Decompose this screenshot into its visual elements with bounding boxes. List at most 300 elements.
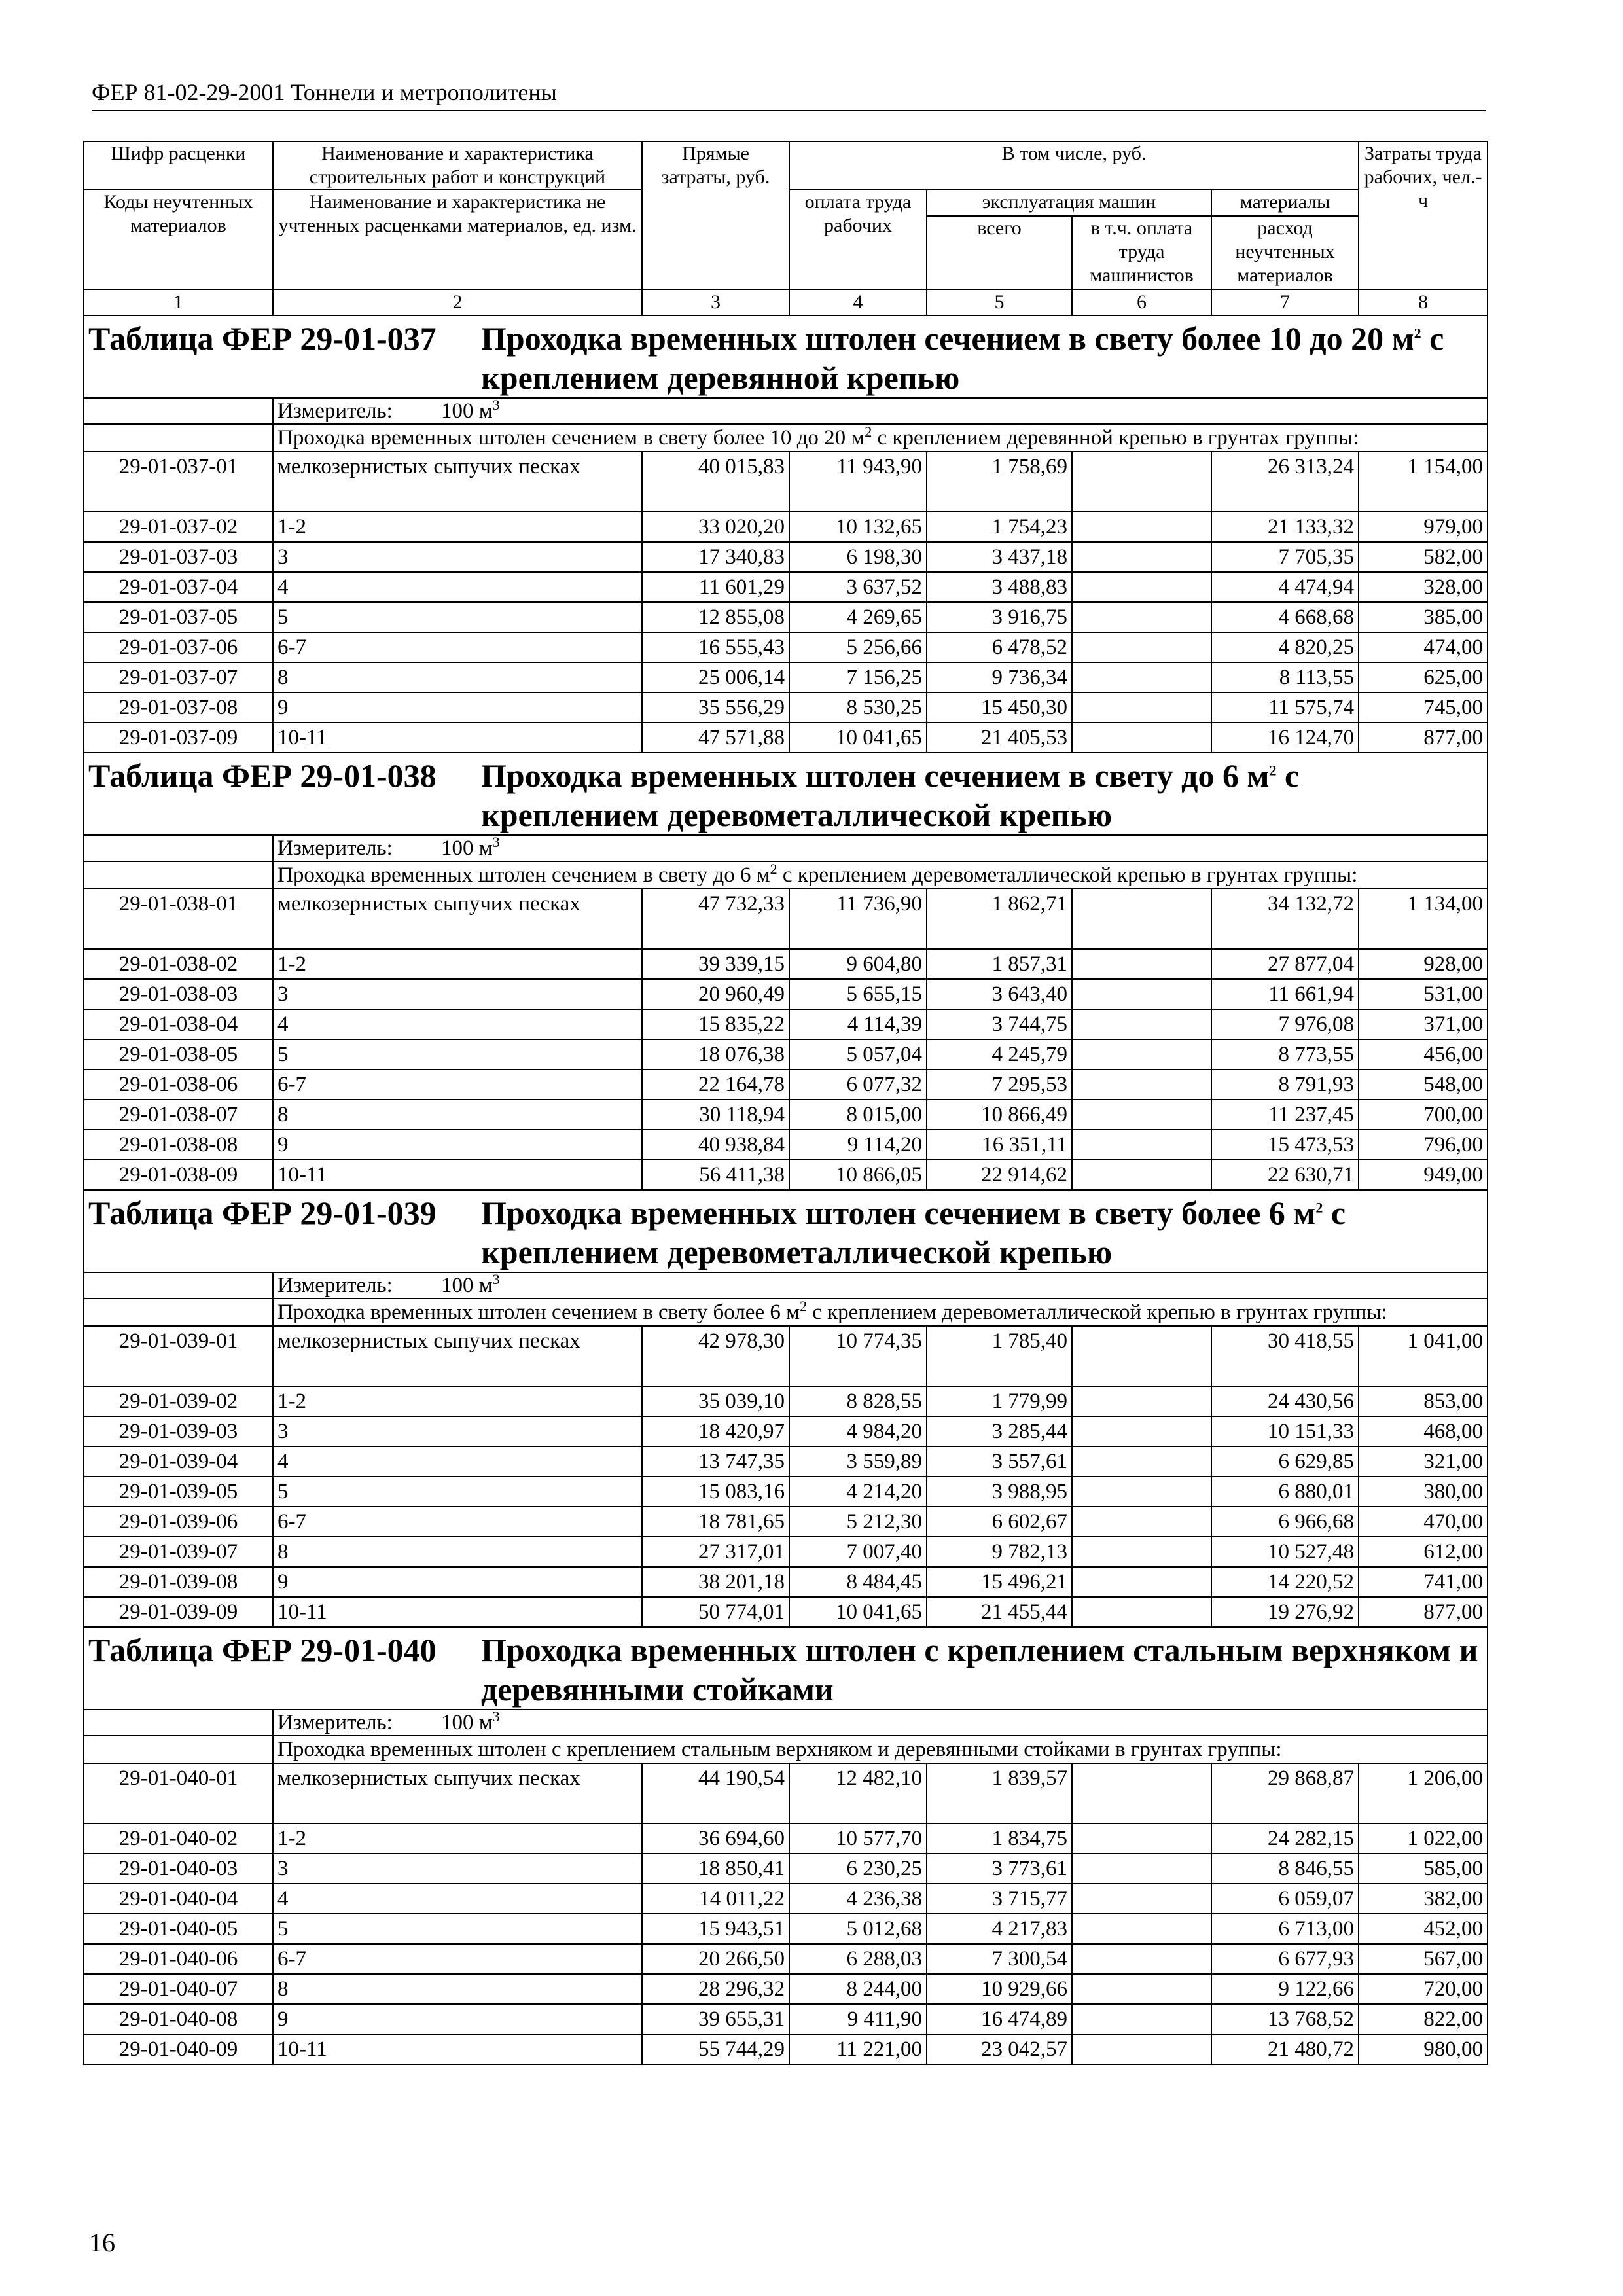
header-unaccounted-codes: Коды неучтенных материалов	[84, 190, 273, 289]
rate-name: 4	[273, 1009, 642, 1039]
rate-code: 29-01-037-01	[84, 452, 273, 512]
column-numbers-row	[84, 289, 1488, 315]
direct-costs: 12 855,08	[642, 602, 789, 632]
section-title-cell	[84, 315, 1488, 398]
header-including: В том числе, руб.	[789, 141, 1359, 190]
direct-costs: 18 850,41	[642, 1854, 789, 1884]
machines-labor	[1072, 1009, 1211, 1039]
header-labor-pay: оплата труда рабочих	[789, 190, 927, 289]
rate-code: 29-01-037-03	[84, 542, 273, 572]
direct-costs: 47 732,33	[642, 889, 789, 949]
description-row	[84, 1736, 1488, 1763]
table-row	[84, 542, 1488, 572]
measure-value: 100 $м^3$	[441, 835, 500, 860]
direct-costs: 22 164,78	[642, 1069, 789, 1100]
table-row	[84, 1974, 1488, 2004]
table-row	[84, 1039, 1488, 1069]
direct-costs: 55 744,29	[642, 2034, 789, 2064]
machines-labor	[1072, 1854, 1211, 1884]
measure-cell	[273, 835, 1488, 861]
description-empty-cell	[84, 424, 273, 452]
rate-code: 29-01-039-06	[84, 1507, 273, 1537]
materials-cost: 30 418,55	[1211, 1326, 1359, 1386]
materials-cost: 11 237,45	[1211, 1100, 1359, 1130]
machines-labor	[1072, 1823, 1211, 1854]
labor-pay: 10 041,65	[789, 1597, 927, 1627]
machines-labor	[1072, 979, 1211, 1009]
materials-cost: 27 877,04	[1211, 949, 1359, 979]
labor-hours: 456,00	[1359, 1039, 1488, 1069]
machines-total: 3 715,77	[927, 1884, 1072, 1914]
labor-hours: 321,00	[1359, 1446, 1488, 1477]
materials-cost: 8 846,55	[1211, 1854, 1359, 1884]
materials-cost: 6 059,07	[1211, 1884, 1359, 1914]
labor-pay: 5 012,68	[789, 1914, 927, 1944]
rate-code: 29-01-040-08	[84, 2004, 273, 2034]
machines-labor	[1072, 512, 1211, 542]
machines-labor	[1072, 602, 1211, 632]
materials-cost: 19 276,92	[1211, 1597, 1359, 1627]
machines-total: 3 437,18	[927, 542, 1072, 572]
labor-pay: 10 577,70	[789, 1823, 927, 1854]
measure-row	[84, 1272, 1488, 1299]
rate-name: 4	[273, 572, 642, 602]
rate-code: 29-01-038-08	[84, 1130, 273, 1160]
machines-total: 7 295,53	[927, 1069, 1072, 1100]
materials-cost: 4 474,94	[1211, 572, 1359, 602]
materials-cost: 16 124,70	[1211, 723, 1359, 753]
table-row	[84, 1477, 1488, 1507]
table-body	[84, 315, 1488, 2064]
materials-cost: 15 473,53	[1211, 1130, 1359, 1160]
measure-value: 100 $м^3$	[441, 398, 500, 423]
machines-labor	[1072, 949, 1211, 979]
labor-pay: 7 156,25	[789, 662, 927, 692]
section-title-row	[84, 1190, 1488, 1272]
labor-pay: 11 943,90	[789, 452, 927, 512]
labor-pay: 12 482,10	[789, 1763, 927, 1823]
rate-code: 29-01-040-03	[84, 1854, 273, 1884]
description-text: Проходка временных штолен сечением в свету до 6 $м^2$ с креплением деревометаллической крепью в грунтах группы:	[273, 861, 1488, 889]
description-empty-cell	[84, 1299, 273, 1326]
table-row	[84, 889, 1488, 949]
rate-code: 29-01-040-06	[84, 1944, 273, 1974]
measure-empty-cell	[84, 1272, 273, 1299]
machines-labor	[1072, 452, 1211, 512]
rate-name: 3	[273, 979, 642, 1009]
rate-code: 29-01-039-05	[84, 1477, 273, 1507]
direct-costs: 38 201,18	[642, 1567, 789, 1597]
description-text: Проходка временных штолен сечением в свету более 6 $м^2$ с креплением деревометаллической крепью в грунтах группы:	[273, 1299, 1488, 1326]
column-number: 8	[1359, 289, 1488, 315]
labor-pay: 11 221,00	[789, 2034, 927, 2064]
labor-hours: 567,00	[1359, 1944, 1488, 1974]
description-row	[84, 861, 1488, 889]
machines-total: 3 916,75	[927, 602, 1072, 632]
labor-hours: 328,00	[1359, 572, 1488, 602]
machines-total: 3 988,95	[927, 1477, 1072, 1507]
machines-labor	[1072, 662, 1211, 692]
machines-labor	[1072, 1884, 1211, 1914]
rate-code: 29-01-040-04	[84, 1884, 273, 1914]
description-row	[84, 1299, 1488, 1326]
measure-cell	[273, 1272, 1488, 1299]
measure-label: Измеритель:	[277, 1711, 393, 1734]
labor-pay: 3 559,89	[789, 1446, 927, 1477]
machines-total: 1 779,99	[927, 1386, 1072, 1416]
labor-pay: 4 269,65	[789, 602, 927, 632]
direct-costs: 30 118,94	[642, 1100, 789, 1130]
rate-name: 3	[273, 1854, 642, 1884]
rate-name: 5	[273, 602, 642, 632]
materials-cost: 6 880,01	[1211, 1477, 1359, 1507]
materials-cost: 11 661,94	[1211, 979, 1359, 1009]
section-table-label: Таблица ФЕР 29-01-039	[88, 1194, 437, 1231]
labor-pay: 8 244,00	[789, 1974, 927, 2004]
direct-costs: 15 835,22	[642, 1009, 789, 1039]
rate-code: 29-01-037-08	[84, 692, 273, 723]
rate-code: 29-01-038-05	[84, 1039, 273, 1069]
section-title-cell	[84, 753, 1488, 835]
machines-total: 21 455,44	[927, 1597, 1072, 1627]
machines-total: 3 643,40	[927, 979, 1072, 1009]
machines-labor	[1072, 1914, 1211, 1944]
rate-name: 5	[273, 1914, 642, 1944]
table-row	[84, 1884, 1488, 1914]
direct-costs: 56 411,38	[642, 1160, 789, 1190]
table-row	[84, 1100, 1488, 1130]
rate-code: 29-01-039-07	[84, 1537, 273, 1567]
rate-code: 29-01-040-02	[84, 1823, 273, 1854]
table-header	[84, 141, 1488, 315]
table-row	[84, 1416, 1488, 1446]
header-machines-labor: в т.ч. оплата труда машинистов	[1072, 216, 1211, 289]
rate-code: 29-01-039-01	[84, 1326, 273, 1386]
machines-labor	[1072, 889, 1211, 949]
materials-cost: 6 677,93	[1211, 1944, 1359, 1974]
machines-total: 15 496,21	[927, 1567, 1072, 1597]
description-empty-cell	[84, 1736, 273, 1763]
column-number: 5	[927, 289, 1072, 315]
materials-cost: 29 868,87	[1211, 1763, 1359, 1823]
labor-hours: 1 022,00	[1359, 1823, 1488, 1854]
labor-pay: 10 041,65	[789, 723, 927, 753]
measure-label: Измеритель:	[277, 1274, 393, 1297]
labor-hours: 877,00	[1359, 1597, 1488, 1627]
rate-code: 29-01-038-09	[84, 1160, 273, 1190]
labor-pay: 5 256,66	[789, 632, 927, 662]
running-header: ФЕР 81-02-29-2001 Тоннели и метрополитены	[92, 77, 1486, 111]
labor-hours: 720,00	[1359, 1974, 1488, 2004]
direct-costs: 17 340,83	[642, 542, 789, 572]
header-direct-costs: Прямые затраты, руб.	[642, 141, 789, 289]
labor-pay: 8 828,55	[789, 1386, 927, 1416]
rate-code: 29-01-039-08	[84, 1567, 273, 1597]
machines-labor	[1072, 1974, 1211, 2004]
machines-total: 7 300,54	[927, 1944, 1072, 1974]
measure-row	[84, 835, 1488, 861]
measure-cell	[273, 1710, 1488, 1736]
rate-name: 4	[273, 1884, 642, 1914]
direct-costs: 35 039,10	[642, 1386, 789, 1416]
machines-labor	[1072, 1069, 1211, 1100]
table-row	[84, 512, 1488, 542]
machines-labor	[1072, 1537, 1211, 1567]
labor-hours: 625,00	[1359, 662, 1488, 692]
materials-cost: 10 151,33	[1211, 1416, 1359, 1446]
materials-cost: 34 132,72	[1211, 889, 1359, 949]
labor-hours: 1 041,00	[1359, 1326, 1488, 1386]
machines-labor	[1072, 1944, 1211, 1974]
machines-labor	[1072, 1130, 1211, 1160]
rate-code: 29-01-038-07	[84, 1100, 273, 1130]
rate-name: 10-11	[273, 723, 642, 753]
section-title-row	[84, 1627, 1488, 1710]
direct-costs: 27 317,01	[642, 1537, 789, 1567]
direct-costs: 18 781,65	[642, 1507, 789, 1537]
labor-hours: 745,00	[1359, 692, 1488, 723]
direct-costs: 25 006,14	[642, 662, 789, 692]
table-row	[84, 632, 1488, 662]
table-row	[84, 1326, 1488, 1386]
description-text: Проходка временных штолен сечением в свету более 10 до 20 $м^2$ с креплением деревянной крепью в грунтах группы:	[273, 424, 1488, 452]
rate-code: 29-01-039-02	[84, 1386, 273, 1416]
labor-hours: 382,00	[1359, 1884, 1488, 1914]
materials-cost: 6 713,00	[1211, 1914, 1359, 1944]
machines-labor	[1072, 692, 1211, 723]
section-title: Проходка временных штолен с креплением стальным верхняком и деревянными стойками	[481, 1632, 1478, 1708]
rate-name: 9	[273, 1130, 642, 1160]
labor-hours: 741,00	[1359, 1567, 1488, 1597]
machines-total: 21 405,53	[927, 723, 1072, 753]
measure-empty-cell	[84, 835, 273, 861]
machines-labor	[1072, 572, 1211, 602]
table-row	[84, 949, 1488, 979]
rate-name: мелкозернистых сыпучих песках	[273, 889, 642, 949]
labor-hours: 385,00	[1359, 602, 1488, 632]
materials-cost: 21 133,32	[1211, 512, 1359, 542]
section-table-label: Таблица ФЕР 29-01-037	[88, 320, 437, 357]
table-row	[84, 1386, 1488, 1416]
labor-hours: 980,00	[1359, 2034, 1488, 2064]
rate-name: 8	[273, 1537, 642, 1567]
labor-hours: 1 206,00	[1359, 1763, 1488, 1823]
labor-hours: 371,00	[1359, 1009, 1488, 1039]
direct-costs: 40 938,84	[642, 1130, 789, 1160]
rates-table	[83, 141, 1488, 2065]
table-row	[84, 1597, 1488, 1627]
machines-total: 16 474,89	[927, 2004, 1072, 2034]
machines-total: 6 602,67	[927, 1507, 1072, 1537]
table-row	[84, 1763, 1488, 1823]
header-materials: материалы	[1211, 190, 1359, 216]
labor-hours: 796,00	[1359, 1130, 1488, 1160]
table-row	[84, 723, 1488, 753]
rate-name: 6-7	[273, 1069, 642, 1100]
section-title: Проходка временных штолен сечением в свету более 10 до 20 $м^2$ с креплением деревянной крепью	[481, 320, 1444, 396]
machines-labor	[1072, 1477, 1211, 1507]
table-row	[84, 1854, 1488, 1884]
labor-pay: 9 604,80	[789, 949, 927, 979]
labor-pay: 9 411,90	[789, 2004, 927, 2034]
rate-name: 6-7	[273, 1944, 642, 1974]
labor-pay: 5 057,04	[789, 1039, 927, 1069]
labor-pay: 10 774,35	[789, 1326, 927, 1386]
table-row	[84, 1914, 1488, 1944]
rate-name: 8	[273, 1100, 642, 1130]
section-title-row	[84, 753, 1488, 835]
machines-total: 16 351,11	[927, 1130, 1072, 1160]
rate-code: 29-01-037-04	[84, 572, 273, 602]
direct-costs: 28 296,32	[642, 1974, 789, 2004]
labor-pay: 8 484,45	[789, 1567, 927, 1597]
rate-code: 29-01-038-03	[84, 979, 273, 1009]
table-row	[84, 1567, 1488, 1597]
section-title: Проходка временных штолен сечением в свету более 6 $м^2$ с креплением деревометаллической крепью	[481, 1194, 1346, 1270]
machines-total: 1 862,71	[927, 889, 1072, 949]
labor-pay: 11 736,90	[789, 889, 927, 949]
table-row	[84, 1160, 1488, 1190]
rate-code: 29-01-038-02	[84, 949, 273, 979]
machines-labor	[1072, 1763, 1211, 1823]
labor-hours: 877,00	[1359, 723, 1488, 753]
table-row	[84, 602, 1488, 632]
materials-cost: 4 668,68	[1211, 602, 1359, 632]
column-number: 6	[1072, 289, 1211, 315]
labor-hours: 582,00	[1359, 542, 1488, 572]
machines-total: 3 773,61	[927, 1854, 1072, 1884]
measure-row	[84, 1710, 1488, 1736]
direct-costs: 35 556,29	[642, 692, 789, 723]
rate-code: 29-01-040-07	[84, 1974, 273, 2004]
machines-total: 3 285,44	[927, 1416, 1072, 1446]
rate-name: 10-11	[273, 1597, 642, 1627]
materials-cost: 8 773,55	[1211, 1039, 1359, 1069]
labor-pay: 5 655,15	[789, 979, 927, 1009]
header-code: Шифр расценки	[84, 141, 273, 190]
labor-hours: 700,00	[1359, 1100, 1488, 1130]
table-row	[84, 1823, 1488, 1854]
labor-pay: 8 530,25	[789, 692, 927, 723]
materials-cost: 21 480,72	[1211, 2034, 1359, 2064]
labor-pay: 4 114,39	[789, 1009, 927, 1039]
page-number: 16	[89, 2228, 115, 2257]
table-row	[84, 692, 1488, 723]
rate-name: 1-2	[273, 1386, 642, 1416]
machines-total: 3 557,61	[927, 1446, 1072, 1477]
direct-costs: 18 076,38	[642, 1039, 789, 1069]
labor-pay: 6 077,32	[789, 1069, 927, 1100]
direct-costs: 44 190,54	[642, 1763, 789, 1823]
machines-labor	[1072, 1416, 1211, 1446]
machines-total: 23 042,57	[927, 2034, 1072, 2064]
labor-hours: 928,00	[1359, 949, 1488, 979]
rate-name: 1-2	[273, 1823, 642, 1854]
machines-labor	[1072, 1326, 1211, 1386]
column-number: 7	[1211, 289, 1359, 315]
table-row	[84, 979, 1488, 1009]
machines-total: 6 478,52	[927, 632, 1072, 662]
rate-name: 6-7	[273, 1507, 642, 1537]
section-title-row	[84, 315, 1488, 398]
table-row	[84, 2034, 1488, 2064]
header-machines-total: всего	[927, 216, 1072, 289]
table-row	[84, 1446, 1488, 1477]
direct-costs: 16 555,43	[642, 632, 789, 662]
description-empty-cell	[84, 861, 273, 889]
rate-name: 9	[273, 692, 642, 723]
rate-code: 29-01-040-05	[84, 1914, 273, 1944]
materials-cost: 6 629,85	[1211, 1446, 1359, 1477]
materials-cost: 8 791,93	[1211, 1069, 1359, 1100]
rate-name: 9	[273, 1567, 642, 1597]
materials-cost: 24 430,56	[1211, 1386, 1359, 1416]
labor-hours: 853,00	[1359, 1386, 1488, 1416]
labor-pay: 9 114,20	[789, 1130, 927, 1160]
direct-costs: 13 747,35	[642, 1446, 789, 1477]
machines-total: 1 857,31	[927, 949, 1072, 979]
labor-pay: 10 866,05	[789, 1160, 927, 1190]
machines-total: 1 754,23	[927, 512, 1072, 542]
rate-name: мелкозернистых сыпучих песках	[273, 1763, 642, 1823]
labor-hours: 470,00	[1359, 1507, 1488, 1537]
machines-total: 3 488,83	[927, 572, 1072, 602]
table-row	[84, 1507, 1488, 1537]
header-labor-hours: Затраты труда рабочих, чел.-ч	[1359, 141, 1488, 289]
rate-name: 9	[273, 2004, 642, 2034]
materials-cost: 24 282,15	[1211, 1823, 1359, 1854]
description-row	[84, 424, 1488, 452]
rate-code: 29-01-037-02	[84, 512, 273, 542]
rate-name: 4	[273, 1446, 642, 1477]
measure-label: Измеритель:	[277, 836, 393, 860]
machines-labor	[1072, 723, 1211, 753]
rate-name: 10-11	[273, 2034, 642, 2064]
machines-total: 1 758,69	[927, 452, 1072, 512]
machines-labor	[1072, 1597, 1211, 1627]
column-number: 2	[273, 289, 642, 315]
measure-value: 100 $м^3$	[441, 1272, 500, 1297]
materials-cost: 6 966,68	[1211, 1507, 1359, 1537]
machines-labor	[1072, 542, 1211, 572]
table-row	[84, 452, 1488, 512]
rate-code: 29-01-038-06	[84, 1069, 273, 1100]
machines-labor	[1072, 1100, 1211, 1130]
labor-pay: 3 637,52	[789, 572, 927, 602]
labor-hours: 531,00	[1359, 979, 1488, 1009]
direct-costs: 39 339,15	[642, 949, 789, 979]
labor-hours: 612,00	[1359, 1537, 1488, 1567]
rate-code: 29-01-037-07	[84, 662, 273, 692]
machines-total: 4 217,83	[927, 1914, 1072, 1944]
section-title-cell	[84, 1627, 1488, 1710]
materials-cost: 11 575,74	[1211, 692, 1359, 723]
rate-name: мелкозернистых сыпучих песках	[273, 1326, 642, 1386]
labor-hours: 380,00	[1359, 1477, 1488, 1507]
description-text: Проходка временных штолен с креплением стальным верхняком и деревянными стойками в грунтах группы:	[273, 1736, 1488, 1763]
machines-labor	[1072, 1567, 1211, 1597]
direct-costs: 50 774,01	[642, 1597, 789, 1627]
measure-row	[84, 398, 1488, 424]
header-unaccounted-materials: расход неучтенных материалов	[1211, 216, 1359, 289]
direct-costs: 20 266,50	[642, 1944, 789, 1974]
rate-code: 29-01-039-03	[84, 1416, 273, 1446]
section-title: Проходка временных штолен сечением в свету до 6 $м^2$ с креплением деревометаллической крепью	[481, 757, 1300, 833]
machines-labor	[1072, 1039, 1211, 1069]
rate-name: 5	[273, 1477, 642, 1507]
labor-hours: 979,00	[1359, 512, 1488, 542]
header-unaccounted-names: Наименование и характеристика не учтенных расценками материалов, ед. изм.	[273, 190, 642, 289]
